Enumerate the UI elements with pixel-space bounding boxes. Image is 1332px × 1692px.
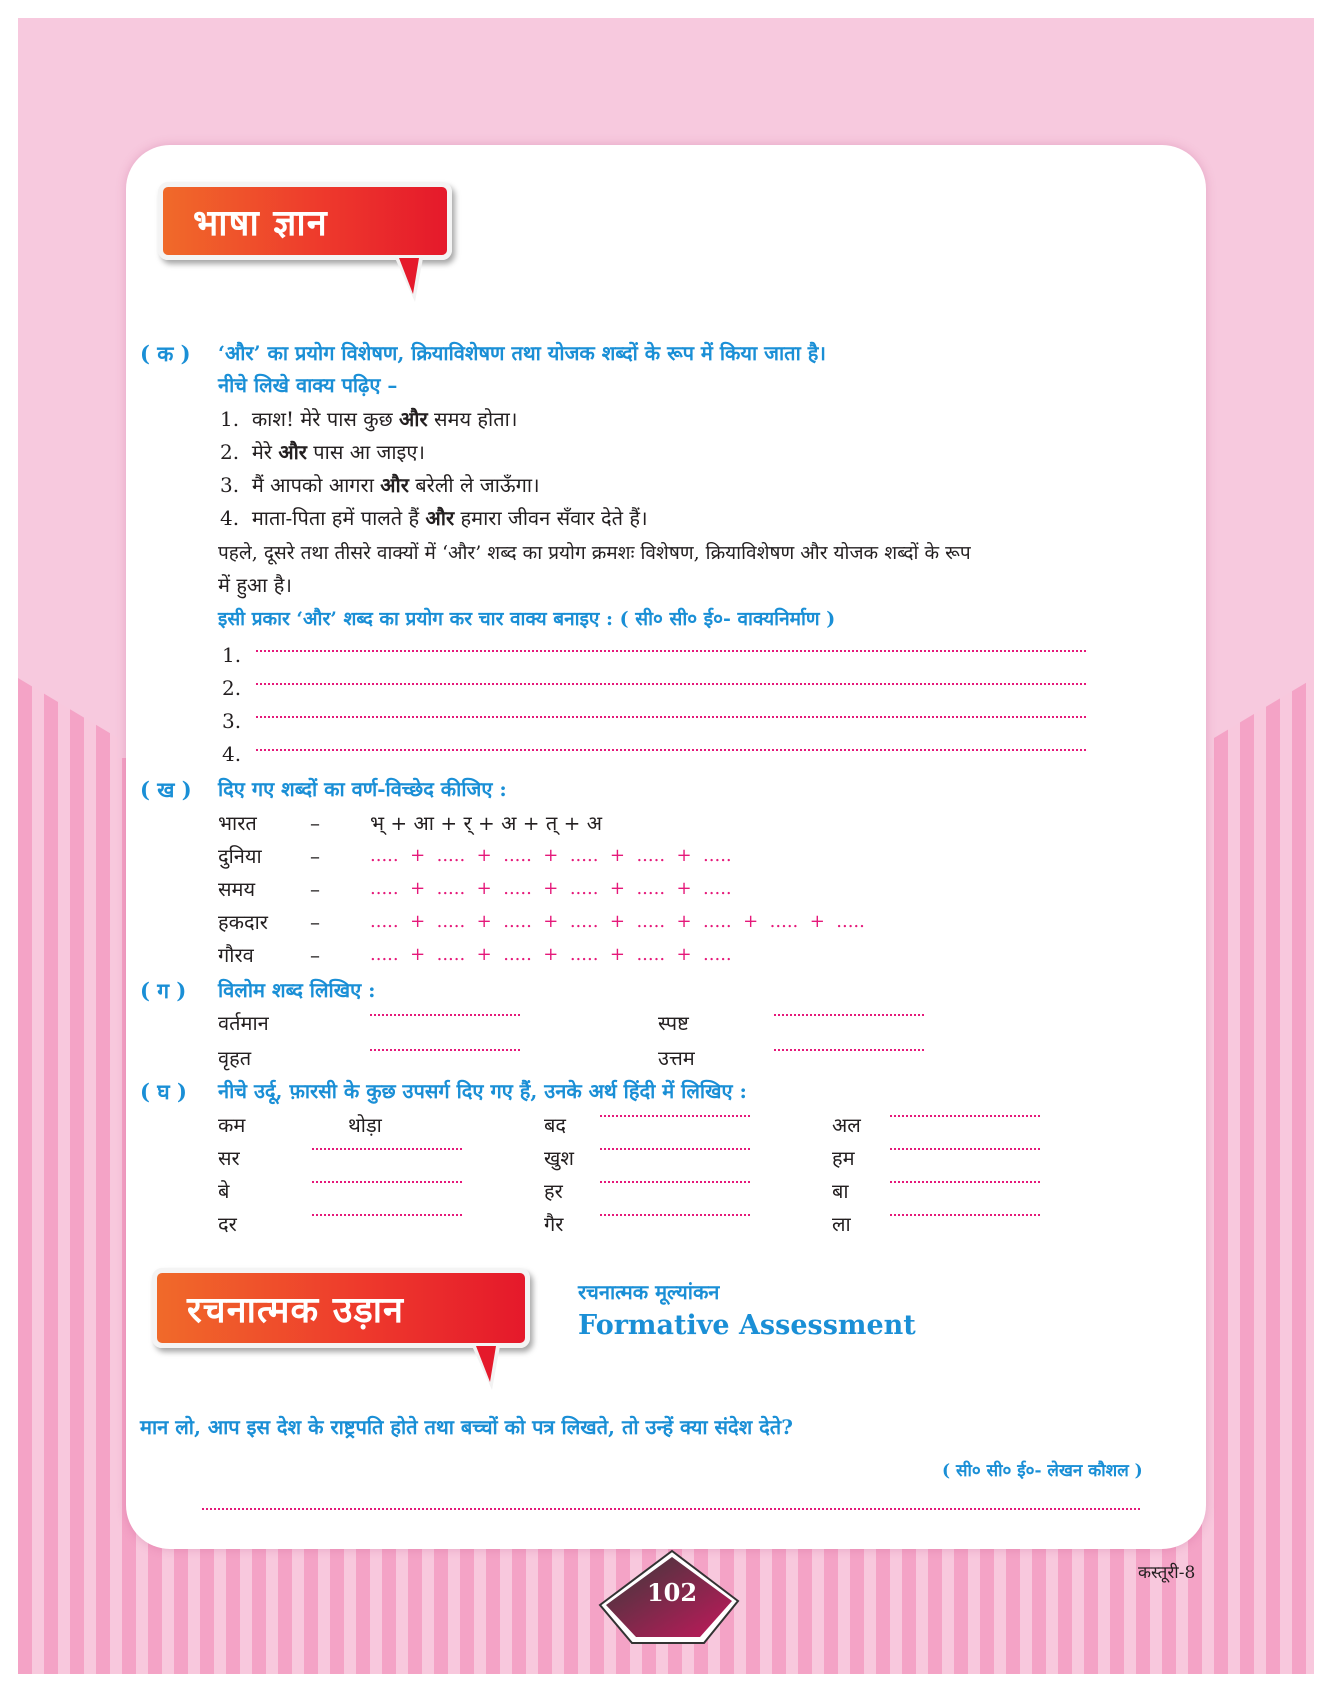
varna-blanks[interactable]: ..... + ..... + ..... + ..... + ..... + ..... xyxy=(370,845,732,866)
dash: – xyxy=(310,877,320,901)
banner-title: रचनात्मक उड़ान xyxy=(187,1289,405,1331)
banner-title: भाषा ज्ञान xyxy=(193,202,328,244)
example-sentence: 2. मेरे और पास आ जाइए। xyxy=(220,440,426,464)
upsarg-answer-line[interactable] xyxy=(890,1214,1040,1216)
upsarg-word: बा xyxy=(832,1179,849,1203)
book-name: कस्तूरी-8 xyxy=(1138,1563,1196,1583)
upsarg-word: बे xyxy=(218,1179,230,1203)
varna-blanks[interactable]: ..... + ..... + ..... + ..... + ..... + ..... + ..... + ..... xyxy=(370,911,865,932)
upsarg-answer-line[interactable] xyxy=(890,1115,1040,1117)
dash: – xyxy=(310,910,320,934)
page-number: 102 xyxy=(646,1578,698,1607)
upsarg-word: कम xyxy=(218,1113,246,1137)
varna-word: दुनिया xyxy=(218,844,262,868)
upsarg-word: हर xyxy=(544,1179,563,1203)
vilom-answer-line[interactable] xyxy=(774,1049,924,1051)
upsarg-word: दर xyxy=(218,1212,237,1236)
varna-word: हकदार xyxy=(218,910,268,934)
dash: – xyxy=(310,844,320,868)
ka-heading-line2: नीचे लिखे वाक्य पढ़िए – xyxy=(218,373,398,397)
ka-explanation-line2: में हुआ है। xyxy=(218,573,292,597)
vilom-word: वृहत xyxy=(218,1046,252,1070)
upsarg-answer-line[interactable] xyxy=(890,1148,1040,1150)
question-marker-gha: ( घ ) xyxy=(140,1079,187,1104)
vilom-word: स्पष्ट xyxy=(658,1011,689,1035)
upsarg-answer-line[interactable] xyxy=(312,1214,462,1216)
vilom-word: वर्तमान xyxy=(218,1011,269,1035)
answer-number: 2. xyxy=(222,676,242,700)
varna-example: भ् + आ + र् + अ + त् + अ xyxy=(370,811,603,835)
upsarg-answer-line[interactable] xyxy=(890,1181,1040,1183)
ka-explanation-line1: पहले, दूसरे तथा तीसरे वाक्यों में ‘और’ शब्द का प्रयोग क्रमशः विशेषण, क्रियाविशेषण और योजक शब्दों के रूप xyxy=(218,542,971,564)
answer-line-2[interactable] xyxy=(256,683,1086,685)
section-banner-rachnatmak-udaan xyxy=(152,1268,530,1348)
upsarg-answer-line[interactable] xyxy=(600,1115,750,1117)
upsarg-word: खुश xyxy=(544,1146,574,1170)
varna-blanks[interactable]: ..... + ..... + ..... + ..... + ..... + ..... xyxy=(370,944,732,965)
upsarg-answer-line[interactable] xyxy=(600,1181,750,1183)
dash: – xyxy=(310,943,320,967)
answer-line-4[interactable] xyxy=(256,749,1086,751)
example-sentence: 3. मैं आपको आगरा और बरेली ले जाऊँगा। xyxy=(220,473,540,497)
upsarg-word: ला xyxy=(832,1212,851,1236)
answer-line-1[interactable] xyxy=(256,650,1086,652)
section-banner-bhasha-gyan xyxy=(158,182,452,260)
ka-instruction: इसी प्रकार ‘और’ शब्द का प्रयोग कर चार वाक्य बनाइए : ( सी० सी० ई०- वाक्यनिर्माण ) xyxy=(218,608,836,630)
upsarg-word: सर xyxy=(218,1146,240,1170)
varna-word: समय xyxy=(218,877,256,901)
upsarg-word: हम xyxy=(832,1146,855,1170)
vilom-word: उत्तम xyxy=(658,1046,695,1070)
answer-line-3[interactable] xyxy=(256,716,1086,718)
upsarg-word: बद xyxy=(544,1113,567,1137)
dash: – xyxy=(310,811,320,835)
ga-instruction: विलोम शब्द लिखिए : xyxy=(218,978,376,1002)
ka-heading-line1: ‘और’ का प्रयोग विशेषण, क्रियाविशेषण तथा योजक शब्दों के रूप में किया जाता है। xyxy=(218,341,826,365)
answer-number: 4. xyxy=(222,742,242,766)
vilom-answer-line[interactable] xyxy=(774,1014,924,1016)
upsarg-answer-line[interactable] xyxy=(312,1181,462,1183)
upsarg-example-answer: थोड़ा xyxy=(348,1113,382,1137)
varna-word: गौरव xyxy=(218,943,254,967)
answer-number: 1. xyxy=(222,643,242,667)
banner-tail-icon xyxy=(472,1346,502,1392)
vilom-answer-line[interactable] xyxy=(370,1014,520,1016)
answer-number: 3. xyxy=(222,709,242,733)
upsarg-answer-line[interactable] xyxy=(600,1214,750,1216)
formative-assessment-english: Formative Assessment xyxy=(578,1310,916,1341)
cce-skill-tag: ( सी० सी० ई०- लेखन कौशल ) xyxy=(942,1461,1143,1481)
creative-answer-line[interactable] xyxy=(202,1508,1140,1510)
question-marker-ka: ( क ) xyxy=(140,341,191,366)
gha-instruction: नीचे उर्दू, फ़ारसी के कुछ उपसर्ग दिए गए हैं, उनके अर्थ हिंदी में लिखिए : xyxy=(218,1079,747,1103)
upsarg-answer-line[interactable] xyxy=(600,1148,750,1150)
banner-tail-icon xyxy=(395,258,425,304)
example-sentence: 4. माता-पिता हमें पालते हैं और हमारा जीवन सँवार देते हैं। xyxy=(220,506,648,530)
question-marker-kha: ( ख ) xyxy=(140,777,192,802)
example-sentence: 1. काश! मेरे पास कुछ और समय होता। xyxy=(220,407,518,431)
upsarg-answer-line[interactable] xyxy=(312,1148,462,1150)
kha-instruction: दिए गए शब्दों का वर्ण-विच्छेद कीजिए : xyxy=(218,777,507,801)
vilom-answer-line[interactable] xyxy=(370,1049,520,1051)
formative-assessment-hindi: रचनात्मक मूल्यांकन xyxy=(578,1280,720,1304)
upsarg-word: अल xyxy=(832,1113,861,1137)
question-marker-ga: ( ग ) xyxy=(140,978,187,1003)
upsarg-word: गैर xyxy=(544,1212,564,1236)
varna-blanks[interactable]: ..... + ..... + ..... + ..... + ..... + ..... xyxy=(370,878,732,899)
varna-word: भारत xyxy=(218,811,257,835)
creative-question: मान लो, आप इस देश के राष्ट्रपति होते तथा बच्चों को पत्र लिखते, तो उन्हें क्या संदेश देते? xyxy=(140,1415,793,1439)
